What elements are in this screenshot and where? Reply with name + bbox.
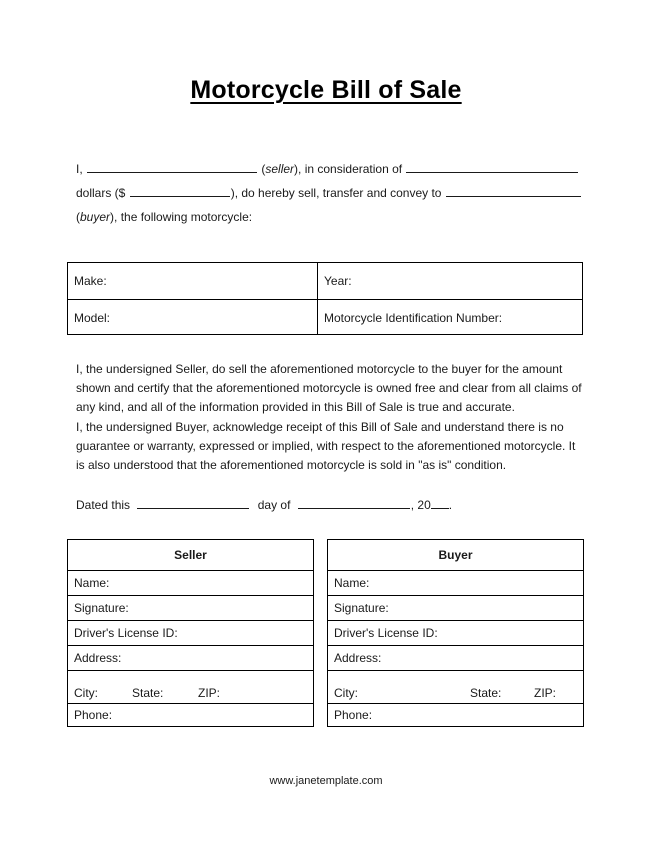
year-label: Year:: [324, 274, 352, 288]
consideration-text: ), in consideration of: [294, 162, 403, 176]
year-field[interactable]: [318, 263, 583, 299]
year-blank[interactable]: [431, 498, 449, 509]
seller-city-state-zip-field[interactable]: [68, 671, 313, 704]
intro-prefix: I,: [76, 162, 83, 176]
dated-line: [76, 498, 452, 512]
buyer-license-field[interactable]: [328, 621, 583, 646]
document-title: [0, 76, 652, 105]
dollar-amount-blank[interactable]: [130, 186, 230, 197]
model-label: Model:: [74, 310, 111, 325]
seller-city-label: City:: [74, 686, 98, 700]
seller-phone-field[interactable]: [68, 704, 313, 726]
seller-signature-label: Signature:: [74, 601, 129, 615]
day-blank[interactable]: [137, 498, 249, 509]
buyer-name-label: Name:: [334, 576, 370, 590]
seller-zip-label: ZIP:: [198, 686, 221, 700]
buyer-heading: [328, 540, 583, 571]
seller-name-blank[interactable]: [87, 162, 257, 173]
buyer-phone-label: Phone:: [334, 708, 373, 722]
intro-line-3: [76, 210, 252, 224]
buyer-signature-label: Signature:: [334, 601, 389, 615]
open-paren: (: [76, 210, 80, 224]
buyer-heading-text: Buyer: [438, 548, 473, 562]
buyer-label: buyer: [80, 210, 111, 224]
buyer-address-label: Address:: [334, 651, 382, 665]
seller-phone-label: Phone:: [74, 708, 113, 722]
dollars-prefix: dollars ($: [76, 186, 126, 200]
vin-field[interactable]: [318, 300, 583, 335]
month-blank[interactable]: [298, 498, 410, 509]
open-paren: (: [261, 162, 266, 176]
buyer-table: [327, 539, 584, 727]
seller-label: seller: [265, 162, 295, 176]
buyer-city-label: City:: [334, 686, 358, 700]
buyer-state-label: State:: [470, 686, 502, 700]
following-motorcycle-text: ), the following motorcycle:: [110, 210, 253, 224]
model-field[interactable]: [68, 300, 318, 335]
buyer-city-state-zip-field[interactable]: [328, 671, 583, 704]
intro-line-2: [76, 186, 582, 200]
period: .: [448, 498, 453, 512]
seller-license-label: Driver's License ID:: [74, 626, 178, 640]
day-of-text: day of: [257, 498, 291, 512]
seller-address-label: Address:: [74, 651, 122, 665]
convey-text: ), do hereby sell, transfer and convey to: [230, 186, 442, 200]
footer-website: www.janetemplate.com: [269, 775, 383, 787]
buyer-name-blank[interactable]: [446, 186, 581, 197]
buyer-address-field[interactable]: [328, 646, 583, 671]
vehicle-details-table: [67, 262, 583, 335]
seller-statement: I, the undersigned Seller, do sell the aforementioned motorcycle to the buyer for the amount shown and certify that the aforementioned motorcycle is owned free and clear from all claims of any kind, and all of the information provided in this Bill of Sale is true and accurate.: [76, 362, 582, 414]
seller-signature-field[interactable]: [68, 596, 313, 621]
seller-name-field[interactable]: [68, 571, 313, 596]
year-prefix: , 20: [410, 498, 431, 512]
dated-prefix: Dated this: [76, 498, 131, 512]
buyer-phone-field[interactable]: [328, 704, 583, 726]
seller-heading: [68, 540, 313, 571]
vin-label: Motorcycle Identification Number:: [324, 310, 503, 325]
buyer-zip-label: ZIP:: [534, 686, 557, 700]
seller-name-label: Name:: [74, 576, 110, 590]
seller-address-field[interactable]: [68, 646, 313, 671]
intro-line-1: [76, 162, 579, 176]
seller-state-label: State:: [132, 686, 164, 700]
buyer-name-field[interactable]: [328, 571, 583, 596]
seller-table: [67, 539, 314, 727]
make-label: Make:: [74, 274, 107, 288]
seller-heading-text: Seller: [174, 548, 207, 562]
buyer-statement: I, the undersigned Buyer, acknowledge receipt of this Bill of Sale and understand there is no guarantee or warranty, expressed or implied, with respect to the aforementioned motorcycle. It is also understood that the aforementioned motorcycle is sold in "as is" condition.: [76, 420, 576, 472]
seller-license-field[interactable]: [68, 621, 313, 646]
make-field[interactable]: [68, 263, 318, 299]
buyer-license-label: Driver's License ID:: [334, 626, 438, 640]
document-title-text: Motorcycle Bill of Sale: [190, 76, 462, 104]
vehicle-row-1: [68, 263, 582, 300]
vehicle-row-2: [68, 300, 582, 335]
buyer-signature-field[interactable]: [328, 596, 583, 621]
consideration-amount-blank[interactable]: [406, 162, 578, 173]
